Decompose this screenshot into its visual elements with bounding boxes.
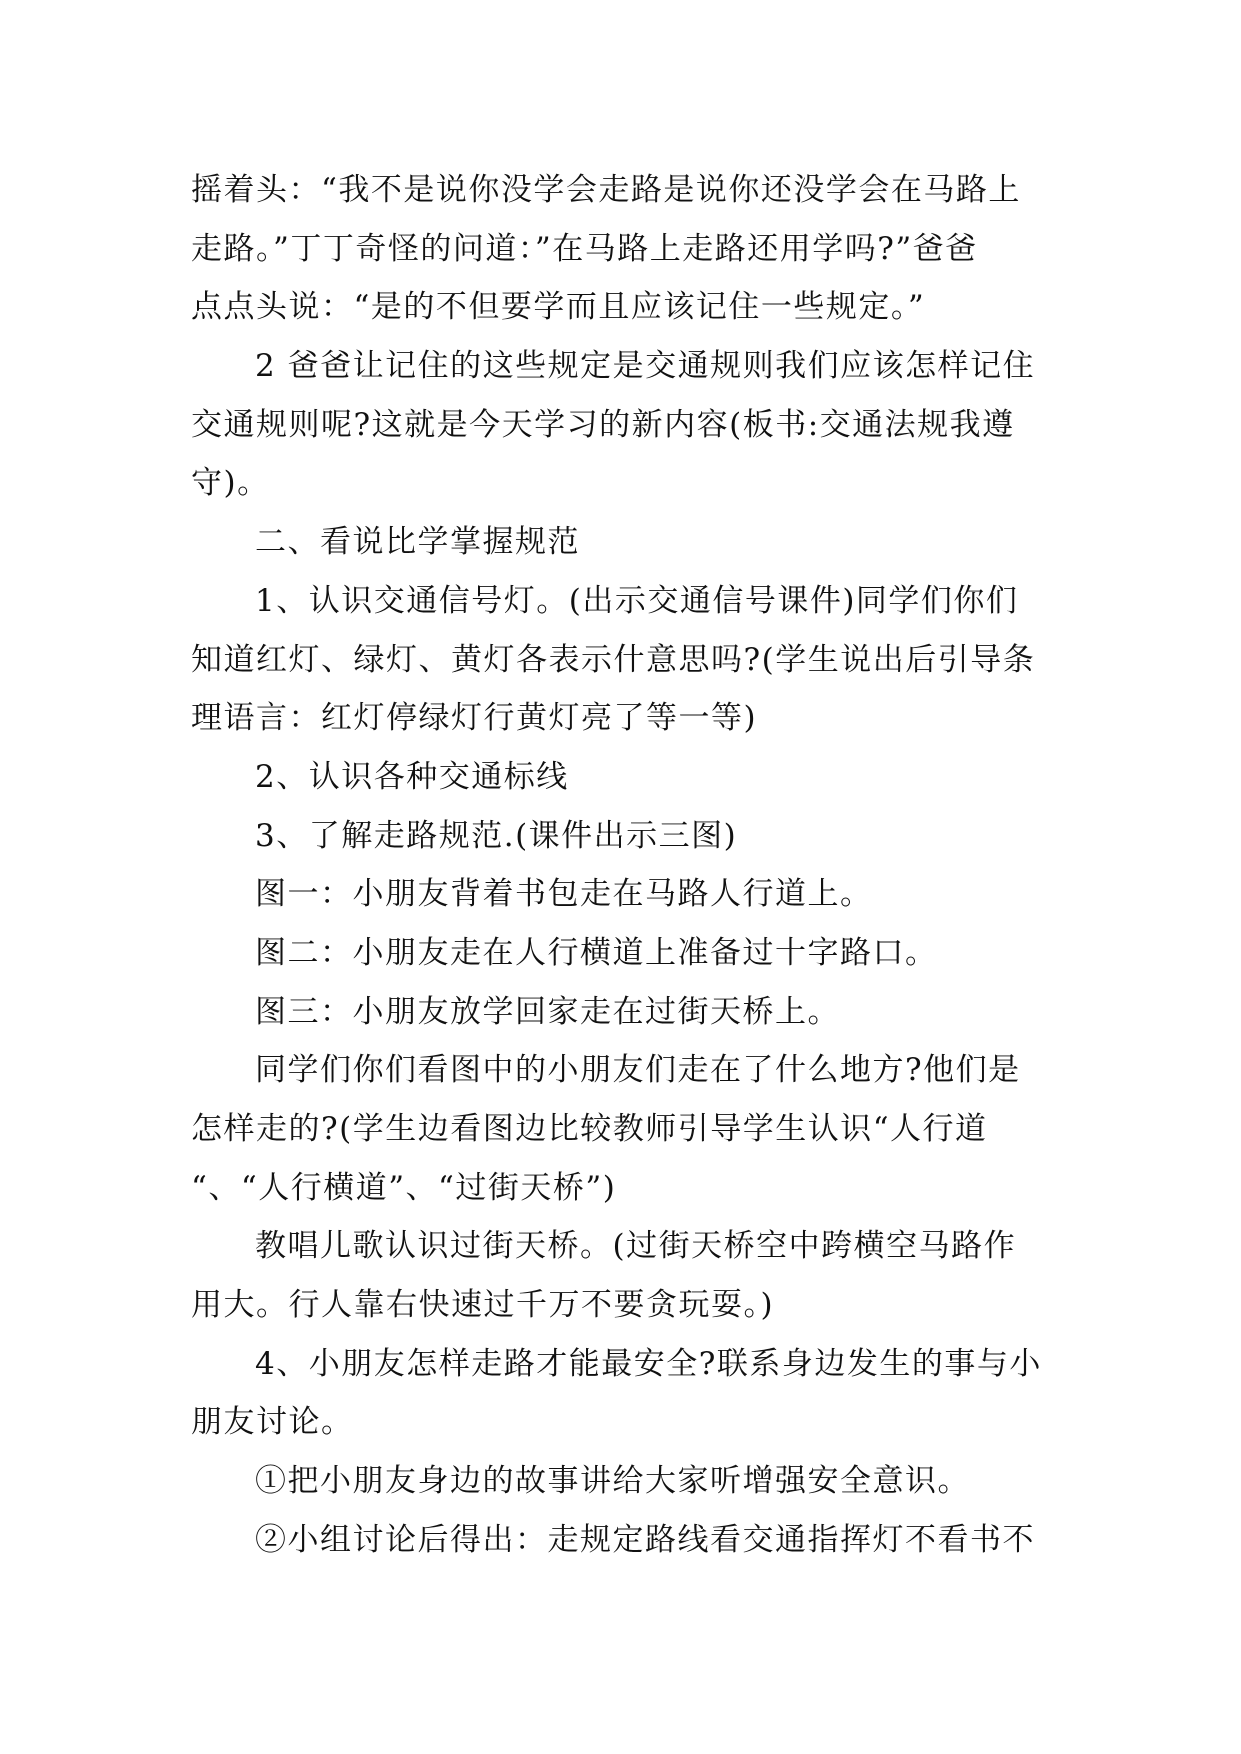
- paragraph: [191, 161, 1051, 337]
- text-line: 朋友讨论。: [191, 1404, 354, 1441]
- paragraph: [191, 1511, 1051, 1570]
- text-line: 点点头说：“是的不但要学而且应该记住一些规定。”: [191, 289, 926, 326]
- text-line: 2 爸爸让记住的这些规定是交通规则我们应该怎样记住: [255, 348, 1036, 385]
- paragraph: [191, 1217, 1051, 1334]
- text-line: 理语言：红灯停绿灯行黄灯亮了等一等): [191, 700, 758, 737]
- text-line: ②小组讨论后得出：走规定路线看交通指挥灯不看书不: [255, 1521, 1035, 1558]
- paragraph: [191, 807, 1051, 866]
- paragraph: [191, 865, 1051, 924]
- text-line: 同学们你们看图中的小朋友们走在了什么地方?他们是: [255, 1052, 1021, 1089]
- paragraph: [191, 983, 1051, 1042]
- text-line: 守)。: [191, 465, 270, 502]
- paragraph: [191, 572, 1051, 748]
- paragraph: [191, 924, 1051, 983]
- text-line: 怎样走的?(学生边看图边比较教师引导学生认识“人行道: [191, 1111, 988, 1147]
- text-line: 教唱儿歌认识过街天桥。(过街天桥空中跨横空马路作: [255, 1228, 1017, 1265]
- text-line: 4、小朋友怎样走路才能最安全?联系身边发生的事与小: [255, 1345, 1042, 1382]
- paragraph: [191, 513, 1051, 572]
- body-text: [191, 161, 1051, 1570]
- text-line: 用大。行人靠右快速过千万不要贪玩耍。): [191, 1287, 775, 1324]
- paragraph: [191, 1452, 1051, 1511]
- paragraph: [191, 1041, 1051, 1217]
- text-line: 3、了解走路规范.(课件出示三图): [255, 817, 738, 854]
- text-line: 2、认识各种交通标线: [255, 758, 569, 795]
- text-line: 走路。”丁丁奇怪的问道：”在马路上走路还用学吗?”爸爸: [191, 230, 978, 267]
- text-line: 交通规则呢?这就是今天学习的新内容(板书:交通法规我遵: [191, 406, 1015, 443]
- text-line: 图二：小朋友走在人行横道上准备过十字路口。: [255, 934, 938, 971]
- text-line: 图三：小朋友放学回家走在过街天桥上。: [255, 993, 840, 1030]
- text-line: ①把小朋友身边的故事讲给大家听增强安全意识。: [255, 1463, 970, 1500]
- text-line: 1、认识交通信号灯。(出示交通信号课件)同学们你们: [255, 582, 1019, 619]
- text-line: 图一：小朋友背着书包走在马路人行道上。: [255, 876, 873, 913]
- paragraph: [191, 337, 1051, 513]
- paragraph: [191, 748, 1051, 807]
- text-line: 二、看说比学掌握规范: [255, 524, 580, 561]
- text-line: 摇着头：“我不是说你没学会走路是说你还没学会在马路上: [191, 172, 1021, 208]
- text-line: “、“人行横道”、“过街天桥”): [191, 1169, 617, 1206]
- paragraph: [191, 1335, 1051, 1452]
- text-line: 知道红灯、绿灯、黄灯各表示什意思吗?(学生说出后引导条: [191, 641, 1036, 678]
